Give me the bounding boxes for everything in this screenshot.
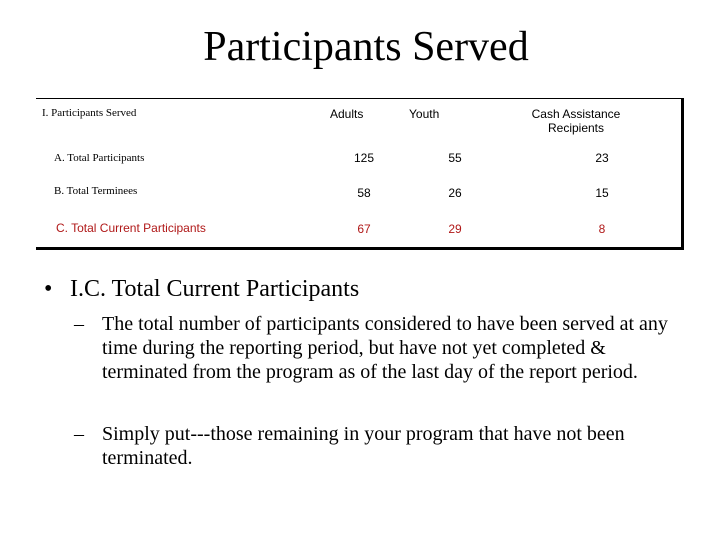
column-header-cash-line1: Cash Assistance [531,107,621,121]
cell-cash-total-terminees: 15 [595,186,609,200]
participants-table [36,98,684,250]
dash-icon: – [74,313,84,335]
bullet-dot-icon: • [44,276,53,302]
cell-adults-total-terminees: 58 [357,186,371,200]
sub-item-definition-text: The total number of participants considered to have been served at any time during the reporting period, but have not yet completed & terminated from the program as of the last day of the report period. [102,313,668,383]
cell-youth-total-current-participants: 29 [448,222,462,236]
column-header-youth: Youth [409,107,440,121]
cell-cash-total-current-participants: 8 [598,222,606,236]
column-header-cash-assistance [506,107,646,135]
row-label-total-terminees: B. Total Terminees [54,185,138,197]
table-section-header: I. Participants Served [42,107,137,119]
column-header-adults: Adults [330,107,364,121]
cell-adults-total-current-participants: 67 [357,222,371,236]
row-label-total-current-participants: C. Total Current Participants [56,221,206,235]
page-title: Participants Served [203,24,529,70]
cell-youth-total-participants: 55 [448,151,462,165]
column-header-cash-line2: Recipients [547,121,605,135]
bullet-heading-text: I.C. Total Current Participants [70,276,360,302]
sub-item-simply-put-text: Simply put---those remaining in your program that have not been terminated. [102,423,625,469]
cell-youth-total-terminees: 26 [448,186,462,200]
cell-adults-total-participants: 125 [353,151,375,165]
dash-icon: – [74,423,84,445]
cell-cash-total-participants: 23 [595,151,609,165]
row-label-total-participants: A. Total Participants [54,152,145,164]
